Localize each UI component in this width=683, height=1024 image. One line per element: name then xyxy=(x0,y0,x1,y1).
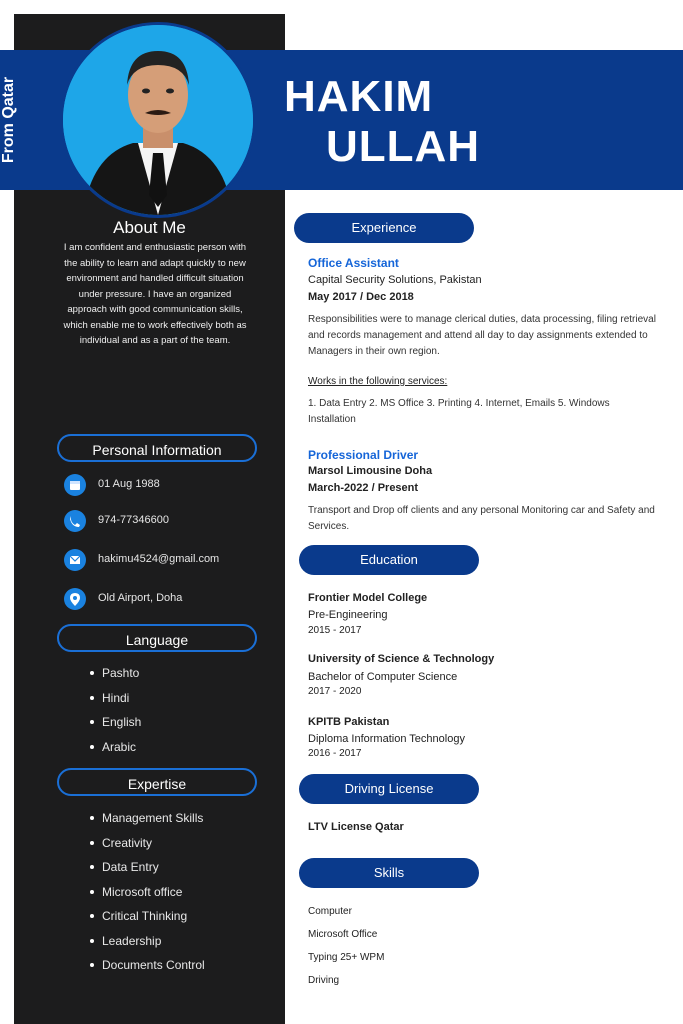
list-item: Pashto xyxy=(90,664,141,689)
job-title: Professional Driver xyxy=(308,448,419,462)
license-text: LTV License Qatar xyxy=(308,821,404,833)
personal-info-heading: Personal Information xyxy=(57,434,257,462)
skill-item: Driving xyxy=(308,975,340,986)
list-item: Leadership xyxy=(90,932,205,957)
education-years: 2015 - 2017 xyxy=(308,625,362,636)
license-heading: Driving License xyxy=(299,774,479,804)
education-years: 2017 - 2020 xyxy=(308,686,362,697)
education-school: University of Science & Technology xyxy=(308,653,495,665)
job-services-list: 1. Data Entry 2. MS Office 3. Printing 4. Internet, Emails 5. Windows Installation xyxy=(308,398,610,425)
skill-item: Microsoft Office xyxy=(308,929,378,940)
education-school: KPITB Pakistan xyxy=(308,716,390,728)
expertise-heading: Expertise xyxy=(57,768,257,796)
list-item: Data Entry xyxy=(90,858,205,883)
about-title: About Me xyxy=(113,218,186,237)
job-services-heading: Works in the following services: xyxy=(308,376,448,387)
experience-heading: Experience xyxy=(294,213,474,243)
job-title: Office Assistant xyxy=(308,256,399,270)
list-item: English xyxy=(90,713,141,738)
job-dates: March-2022 / Present xyxy=(308,482,419,494)
location-icon xyxy=(64,588,86,610)
education-degree: Bachelor of Computer Science xyxy=(308,671,458,683)
skill-item: Computer xyxy=(308,906,352,917)
education-years: 2016 - 2017 xyxy=(308,748,362,759)
job-company: Capital Security Solutions, Pakistan xyxy=(308,274,482,286)
list-item: Documents Control xyxy=(90,956,205,981)
phone-icon xyxy=(64,510,86,532)
side-label: From Qatar xyxy=(0,76,17,164)
job-dates: May 2017 / Dec 2018 xyxy=(308,291,414,303)
education-degree: Pre-Engineering xyxy=(308,609,388,621)
job-description: Responsibilities were to manage clerical duties, data processing, filing retrieval and records management and attend all day to day assignments extended to Managers in their own region. xyxy=(308,314,656,357)
list-item: Microsoft office xyxy=(90,883,205,908)
language-heading: Language xyxy=(57,624,257,652)
about-text: I am confident and enthusiastic person with the ability to learn and adapt quickly to new environment and handled difficult situation under pressure. I have an organized approach with good communication skills, which enable me to work effectively both as individual and as a part of the team. xyxy=(63,242,247,346)
education-heading: Education xyxy=(299,545,479,575)
calendar-icon xyxy=(64,474,86,496)
first-name: HAKIM xyxy=(284,72,434,121)
list-item: Arabic xyxy=(90,738,141,763)
language-list xyxy=(90,664,141,762)
list-item: Hindi xyxy=(90,689,141,714)
list-item: Creativity xyxy=(90,834,205,859)
last-name: ULLAH xyxy=(326,122,481,171)
job-description: Transport and Drop off clients and any personal Monitoring car and Safety and Services. xyxy=(308,505,655,532)
education-degree: Diploma Information Technology xyxy=(308,733,465,745)
skills-heading: Skills xyxy=(299,858,479,888)
education-school: Frontier Model College xyxy=(308,592,428,604)
list-item: Management Skills xyxy=(90,809,205,834)
list-item: Critical Thinking xyxy=(90,907,205,932)
profile-photo xyxy=(60,22,256,218)
expertise-list xyxy=(90,809,205,981)
skill-item: Typing 25+ WPM xyxy=(308,952,385,963)
job-company: Marsol Limousine Doha xyxy=(308,465,433,477)
email-icon xyxy=(64,549,86,571)
